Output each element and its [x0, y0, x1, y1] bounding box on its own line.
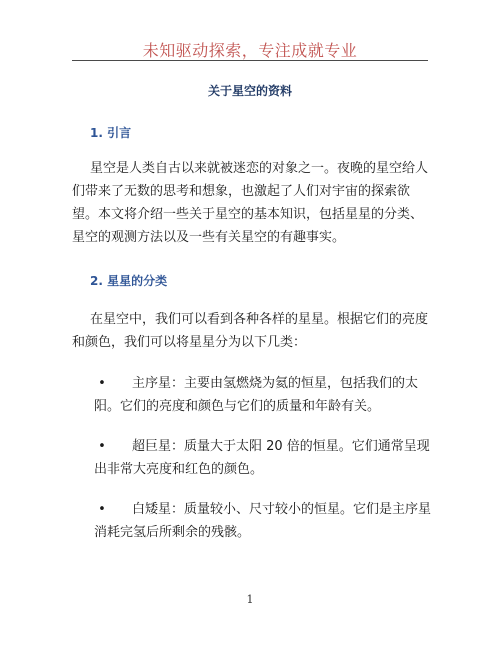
- bullet-dot-icon: •: [98, 502, 106, 517]
- introduction-paragraph: 星空是人类自古以来就被迷恋的对象之一。夜晚的星空给人们带来了无数的思考和想象，也激起了人们对宇宙的探索欲望。本文将介绍一些关于星空的基本知识，包括星星的分类、星空的观测方法以及一些有关星空的有趣事实。: [72, 161, 429, 245]
- bullet-dot-icon: •: [98, 376, 106, 391]
- list-item-text: 超巨星：质量大于太阳 20 倍的恒星。它们通常呈现出非常大亮度和红色的颜色。: [94, 439, 430, 477]
- list-item: [94, 435, 434, 481]
- bullet-dot-icon: •: [98, 439, 106, 454]
- document-title: 关于星空的资料: [207, 84, 292, 98]
- page-header: 未知驱动探索，专注成就专业: [142, 41, 358, 60]
- list-item: [94, 498, 434, 544]
- section-heading-star-classification: 2. 星星的分类: [90, 274, 168, 288]
- list-item-text: 主序星：主要由氢燃烧为氦的恒星，包括我们的太阳。它们的亮度和颜色与它们的质量和年龄有关。: [94, 376, 419, 414]
- classification-paragraph: 在星空中，我们可以看到各种各样的星星。根据它们的亮度和颜色，我们可以将星星分为以下几类：: [72, 312, 429, 350]
- list-item: [94, 372, 434, 418]
- list-item-text: 白矮星：质量较小、尺寸较小的恒星。它们是主序星消耗完氢后所剩余的残骸。: [94, 502, 432, 540]
- header-divider: [72, 60, 428, 61]
- page-number: 1: [246, 593, 254, 606]
- section-heading-introduction: 1. 引言: [90, 126, 132, 140]
